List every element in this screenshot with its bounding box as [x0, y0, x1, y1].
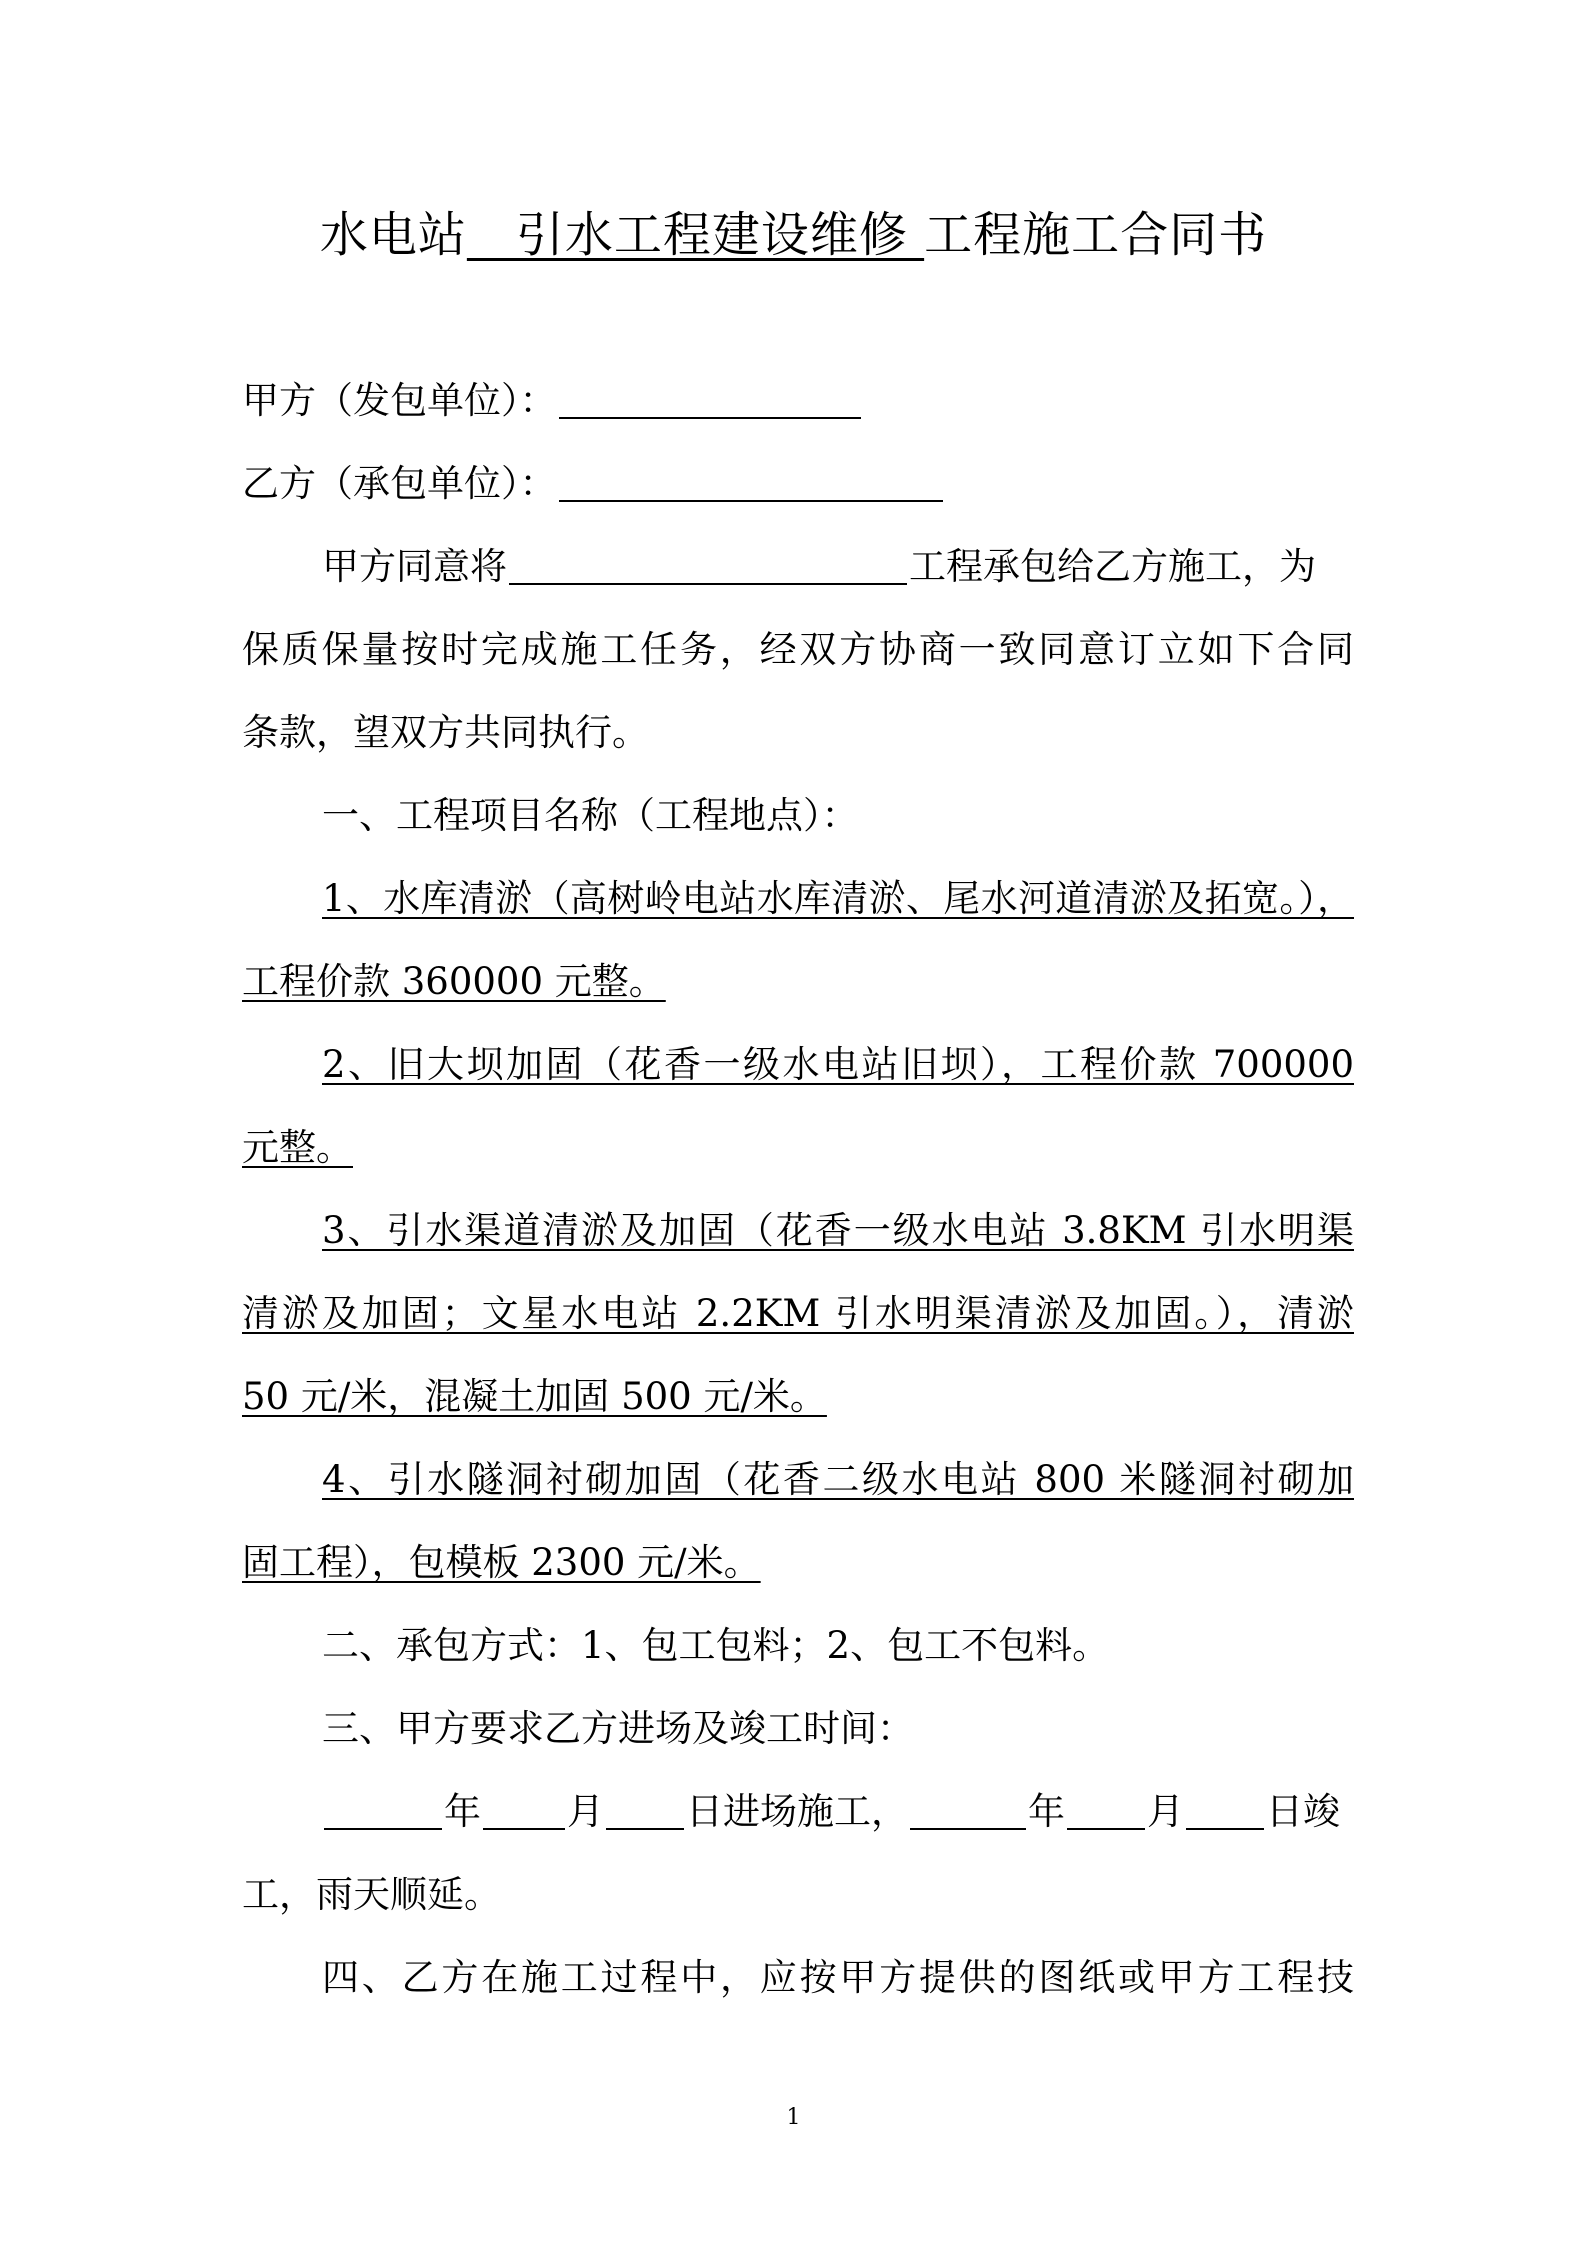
schedule-line [322, 1784, 1354, 1840]
party-a-label: 甲方（发包单位）： [242, 379, 557, 422]
finish-month-blank [1067, 1794, 1145, 1830]
section-2-text: 二、承包方式：1、包工包料；2、包工不包料。 [322, 1624, 1110, 1667]
title-suffix: 工程施工合同书 [924, 207, 1268, 263]
year-label: 年 [444, 1790, 481, 1833]
party-b-blank [559, 466, 943, 502]
item-4-line-2: 固工程），包模板 2300 元/米。 [242, 1541, 761, 1584]
finish-day-blank [1186, 1794, 1264, 1830]
month-label: 月 [567, 1790, 604, 1833]
item-3-line-2: 清淤及加固；文星水电站 2.2KM 引水明渠清淤及加固。），清淤 [242, 1292, 1354, 1335]
section-4-line-1: 四、乙方在施工过程中，应按甲方提供的图纸或甲方工程技 [322, 1956, 1354, 1999]
finish-year-label: 年 [1028, 1790, 1065, 1833]
section-3-heading: 三、甲方要求乙方进场及竣工时间： [322, 1707, 914, 1750]
party-b-label: 乙方（承包单位）： [242, 462, 557, 505]
party-a-line [242, 373, 1354, 429]
item-2-line-2: 元整。 [242, 1126, 353, 1169]
finish-month-label: 月 [1147, 1790, 1184, 1833]
item-2-line-1: 2、旧大坝加固（花香一级水电站旧坝），工程价款 700000 [322, 1043, 1354, 1086]
party-a-blank [559, 383, 861, 419]
intro-text-a: 甲方同意将 [322, 545, 507, 588]
title-underlined: 引水工程建设维修 [466, 207, 925, 263]
intro-line-2: 保质保量按时完成施工任务，经双方协商一致同意订立如下合同 [242, 628, 1354, 671]
enter-month-blank [483, 1794, 565, 1830]
enter-day-blank [606, 1794, 684, 1830]
section-1-heading: 一、工程项目名称（工程地点）： [322, 794, 859, 837]
item-1-line-2: 工程价款 360000 元整。 [242, 960, 666, 1003]
intro-text-b: 工程承包给乙方施工，为 [909, 545, 1316, 588]
enter-year-blank [324, 1794, 442, 1830]
party-b-line [242, 456, 1354, 512]
item-3-line-1: 3、引水渠道清淤及加固（花香一级水电站 3.8KM 引水明渠 [322, 1209, 1354, 1252]
page-number: 1 [786, 2105, 801, 2130]
item-1-line-1: 1、水库清淤（高树岭电站水库清淤、尾水河道清淤及拓宽。）， [322, 877, 1354, 920]
intro-line-1 [322, 539, 1354, 595]
document-title [0, 200, 1587, 270]
item-3-line-3: 50 元/米，混凝土加固 500 元/米。 [242, 1375, 827, 1418]
enter-day-label: 日进场施工， [686, 1790, 908, 1833]
item-4-line-1: 4、引水隧洞衬砌加固（花香二级水电站 800 米隧洞衬砌加 [322, 1458, 1354, 1501]
project-name-blank [509, 549, 907, 585]
finish-year-blank [910, 1794, 1026, 1830]
title-prefix: 水电站 [319, 207, 467, 263]
finish-day-label: 日竣 [1266, 1790, 1340, 1833]
schedule-line-2: 工，雨天顺延。 [242, 1873, 501, 1916]
intro-line-3: 条款，望双方共同执行。 [242, 711, 649, 754]
